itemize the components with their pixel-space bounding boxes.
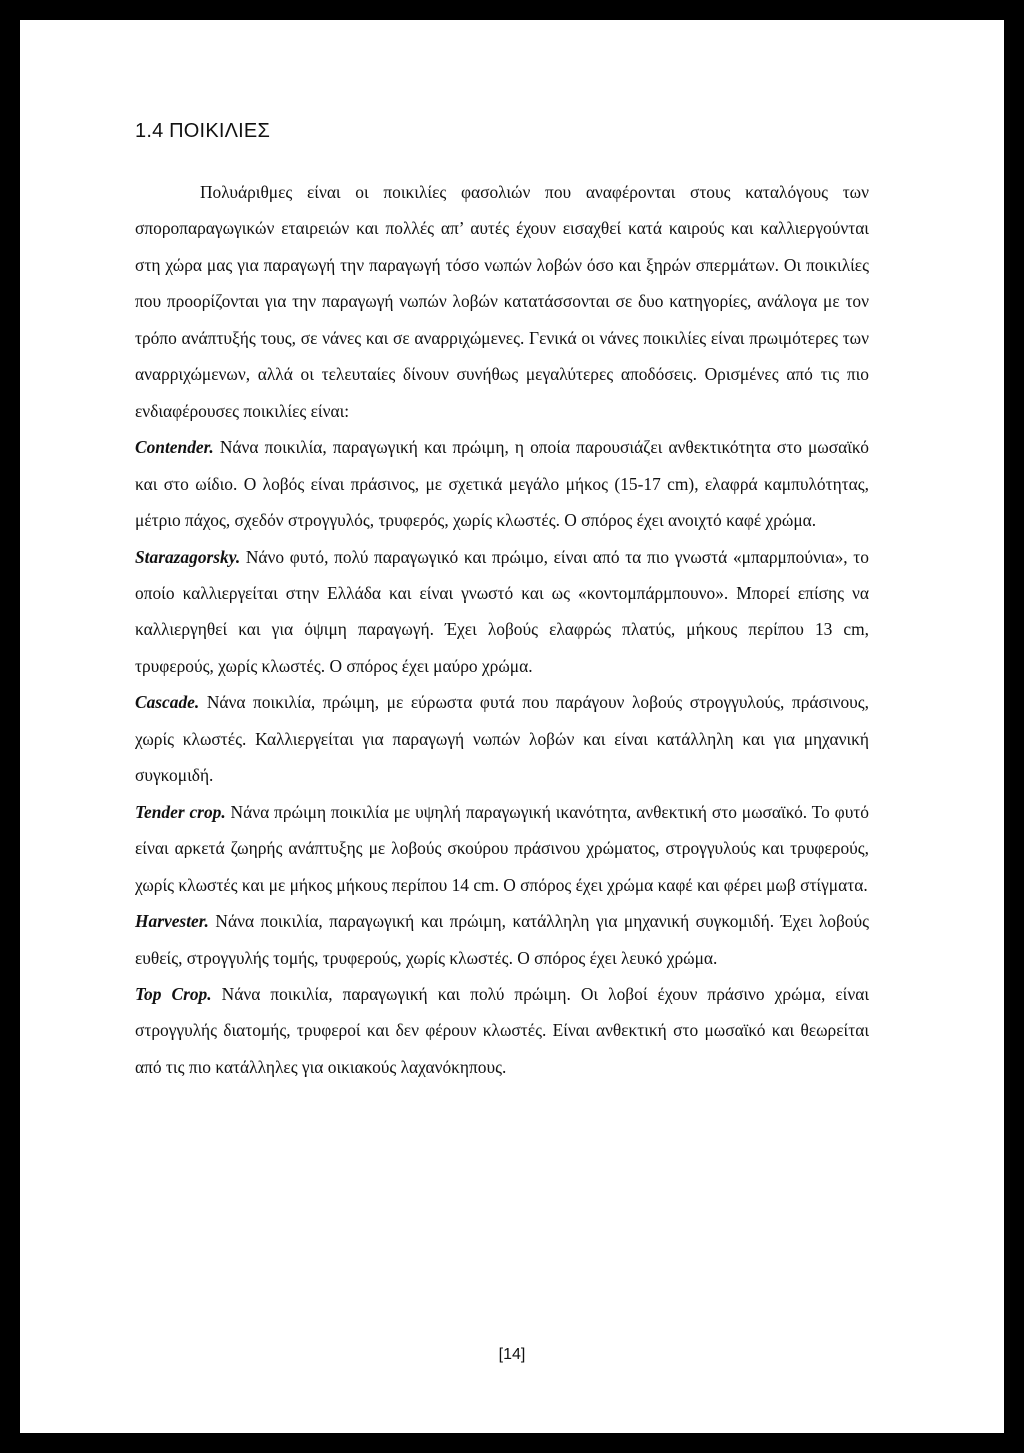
intro-paragraph: Πολυάριθμες είναι οι ποικιλίες φασολιών που αναφέρονται στους καταλόγους των σποροπαραγωγικών εταιρειών και πολλές απ’ αυτές έχουν εισαχθεί κατά καιρούς και καλλιεργούνται στη χώρα μας για παραγωγή την παραγωγή τόσο νωπών λοβών όσο και ξηρών σπερμάτων. Οι ποικιλίες που προορίζονται για την παραγωγή νωπών λοβών κατατάσσονται σε δυο κατηγορίες, ανάλογα με τον τρόπο ανάπτυξής τους, σε νάνες και σε αναρριχώμενες. Γενικά οι νάνες ποικιλίες είναι πρωιμότερες των αναρριχώμενων, αλλά οι τελευταίες δίνουν συνήθως μεγαλύτερες αποδόσεις. Ορισμένες από τις πιο ενδιαφέρουσες ποικιλίες είναι: — [135, 182, 869, 421]
variety-description: Νάνα ποικιλία, παραγωγική και πρώιμη, κατάλληλη για μηχανική συγκομιδή. Έχει λοβούς ευθείς, στρογγυλής τομής, τρυφερούς, χωρίς κλωστές. Ο σπόρος έχει λευκό χρώμα. — [135, 911, 869, 968]
variety-paragraph-starazagorsky — [135, 539, 869, 685]
variety-name: Harvester. — [135, 911, 209, 932]
variety-paragraph-top-crop — [135, 976, 869, 1085]
variety-paragraph-harvester — [135, 903, 869, 976]
section-heading: 1.4 ΠΟΙΚΙΛΙΕΣ — [135, 120, 271, 142]
variety-description: Νάνα ποικιλία, παραγωγική και πρώιμη, η οποία παρουσιάζει ανθεκτικότητα στο μωσαϊκό και στο ωίδιο. Ο λοβός είναι πράσινος, με σχετικά μεγάλο μήκος (15-17 cm), ελαφρά καμπυλότητας, μέτριο πάχος, σχεδόν στρογγυλός, τρυφερός, χωρίς κλωστές. Ο σπόρος έχει ανοιχτό καφέ χρώμα. — [135, 437, 869, 531]
variety-name: Contender. — [135, 437, 214, 458]
variety-paragraph-contender — [135, 429, 869, 538]
variety-description: Νάνα ποικιλία, παραγωγική και πολύ πρώιμη. Οι λοβοί έχουν πράσινο χρώμα, είναι στρογγυλής διατομής, τρυφεροί και δεν φέρουν κλωστές. Είναι ανθεκτική στο μωσαϊκό και θεωρείται από τις πιο κατάλληλες για οικιακούς λαχανόκηπους. — [135, 983, 870, 1077]
variety-paragraph-tender-crop — [135, 794, 869, 903]
variety-name: Tender crop. — [135, 801, 226, 822]
body-text — [135, 174, 869, 1085]
variety-description: Νάνα ποικιλία, πρώιμη, με εύρωστα φυτά που παράγουν λοβούς στρογγυλούς, πράσινους, χωρίς κλωστές. Καλλιεργείται για παραγωγή νωπών λοβών και είναι κατάλληλη και για μηχανική συγκομιδή. — [135, 692, 869, 786]
variety-paragraph-cascade — [135, 684, 869, 793]
variety-name: Cascade. — [135, 692, 200, 713]
page-number: [14] — [498, 1346, 526, 1363]
variety-name: Top Crop. — [135, 983, 212, 1004]
variety-name: Starazagorsky. — [135, 546, 241, 567]
variety-description: Νάνα πρώιμη ποικιλία με υψηλή παραγωγική ικανότητα, ανθεκτική στο μωσαϊκό. Το φυτό είναι αρκετά ζωηρής ανάπτυξης με λοβούς σκούρου πράσινου χρώματος, στρογγυλούς και τρυφερούς, χωρίς κλωστές και με μήκος μήκους περίπου 14 cm. Ο σπόρος έχει χρώμα καφέ και φέρει μωβ στίγματα. — [135, 801, 869, 895]
variety-description: Νάνο φυτό, πολύ παραγωγικό και πρώιμο, είναι από τα πιο γνωστά «μπαρμπούνια», το οποίο καλλιεργείται στην Ελλάδα και είναι γνωστό και ως «κοντομπάρμπουνο». Μπορεί επίσης να καλλιεργηθεί και για όψιμη παραγωγή. Έχει λοβούς ελαφρώς πλατύς, μήκους περίπου 13 cm, τρυφερούς, χωρίς κλωστές. Ο σπόρος έχει μαύρο χρώμα. — [135, 546, 869, 676]
document-page — [20, 20, 1004, 1433]
